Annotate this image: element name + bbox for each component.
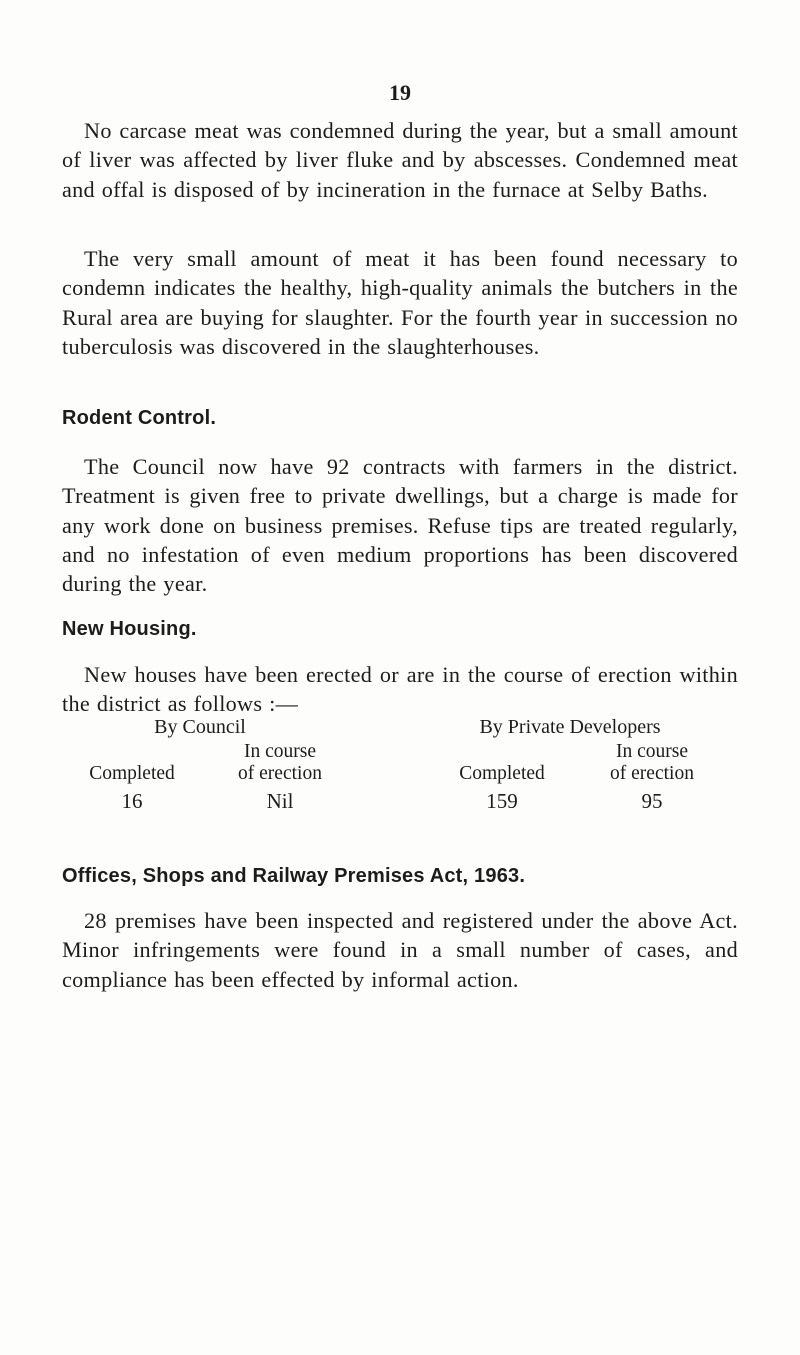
page-number: 19	[389, 80, 411, 105]
paragraph-rodent-control: The Council now have 92 contracts with farmers in the district. Treatment is given free to private dwellings, but a charge is made for any work done on business premises. Refuse tips are treated regularly, and no infestation of even medium proportions has been discovered during the year.	[62, 454, 738, 597]
private-in-course-header-line1: In course	[615, 741, 688, 762]
paragraph-meat-inspection: No carcase meat was condemned during the year, but a small amount of liver was affected by liver fluke and by abscesses. Condemned meat and offal is disposed of by incineration in the furnace at Selby Baths.	[62, 118, 738, 202]
council-completed-header: Completed	[89, 763, 175, 784]
private-in-course-header-line2: of erection	[610, 763, 694, 784]
paragraph-slaughter-quality: The very small amount of meat it has been found necessary to condemn indicates the healthy, high-quality animals the butchers in the Rural area are buying for slaughter. For the fourth year in succession no tuberculosis was discovered in the slaughterhouses.	[62, 246, 738, 359]
private-completed-header: Completed	[459, 763, 545, 784]
council-in-course-value: Nil	[266, 789, 294, 813]
group-by-private-developers: By Private Developers	[479, 716, 661, 738]
heading-rodent-control: Rodent Control.	[62, 407, 217, 429]
paragraph-offices-act: 28 premises have been inspected and registered under the above Act. Minor infringements were found in a small number of cases, and compliance has been effected by informal action.	[62, 908, 738, 992]
council-completed-value: 16	[121, 789, 143, 813]
private-in-course-value: 95	[641, 789, 663, 813]
group-by-council: By Council	[154, 716, 246, 738]
heading-new-housing: New Housing.	[62, 618, 197, 640]
heading-offices-shops-railway-act: Offices, Shops and Railway Premises Act, 1963.	[62, 865, 526, 887]
private-completed-value: 159	[486, 789, 518, 813]
council-in-course-header-line1: In course	[243, 741, 316, 762]
council-in-course-header-line2: of erection	[238, 763, 322, 784]
paragraph-new-housing: New houses have been erected or are in the course of erection within the district as follows :—	[62, 662, 738, 717]
